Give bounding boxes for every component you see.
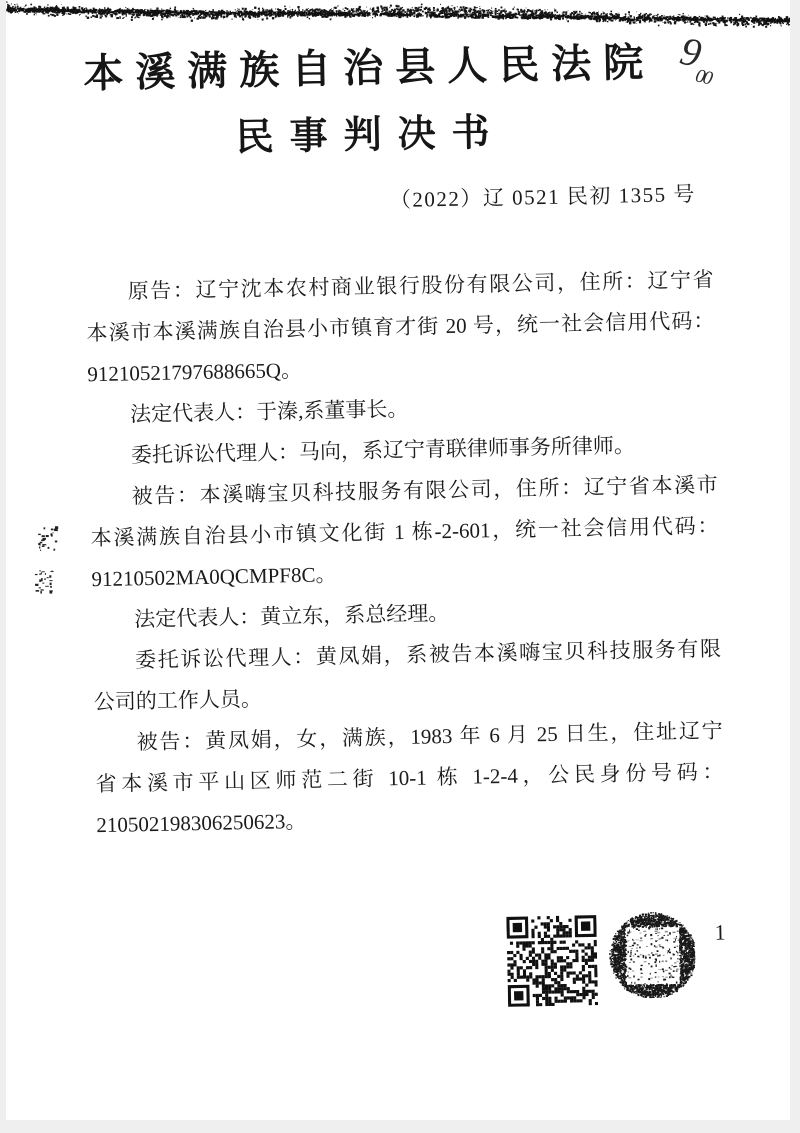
body-line: 委托诉讼代理人：黄凤娟，系被告本溪嗨宝贝科技服务有限: [134, 636, 722, 673]
case-number: （2022）辽 0521 民初 1355 号: [389, 181, 697, 213]
document-title: 民事判决书: [235, 111, 506, 160]
body-line: 210502198306250623。: [96, 808, 307, 838]
court-seal-stamp-icon: [608, 911, 696, 999]
body-line: 被告：本溪嗨宝贝科技服务有限公司，住所：辽宁省本溪市: [131, 472, 718, 509]
body-line: 公司的工作人员。: [93, 686, 263, 715]
body-line: 本溪市本溪满族自治县小市镇育才街 20 号，统一社会信用代码：: [86, 308, 715, 346]
body-line: 91210502MA0QCMPF8C。: [91, 562, 337, 592]
body-line: 委托诉讼代理人：马向，系辽宁青联律师事务所律师。: [130, 433, 636, 468]
body-line: 法定代表人：黄立东，系总经理。: [134, 600, 450, 632]
judgment-body: [85, 260, 724, 846]
handwritten-mark-digit: 9: [676, 27, 706, 77]
body-line: 本溪满族自治县小市镇文化街 1 栋-2-601，统一社会信用代码：: [90, 513, 719, 551]
qr-code-icon: [506, 913, 598, 1007]
body-line: 原告：辽宁沈本农村商业银行股份有限公司，住所：辽宁省: [127, 267, 714, 304]
court-title: 本溪满族自治县人民法院: [82, 39, 656, 97]
body-line: 91210521797688665Q。: [87, 357, 303, 387]
body-line: 省本溪市平山区师范二街 10-1 栋 1-2-4，公民身份号码：: [95, 759, 724, 797]
handwritten-mark-loops: 00: [693, 65, 713, 90]
body-line: 法定代表人：于溱,系董事长。: [129, 396, 409, 427]
document-page: [6, 0, 790, 1120]
body-line: 被告：黄凤娟，女，满族，1983 年 6 月 25 日生，住址辽宁: [136, 718, 723, 755]
page-number: 1: [714, 919, 726, 945]
